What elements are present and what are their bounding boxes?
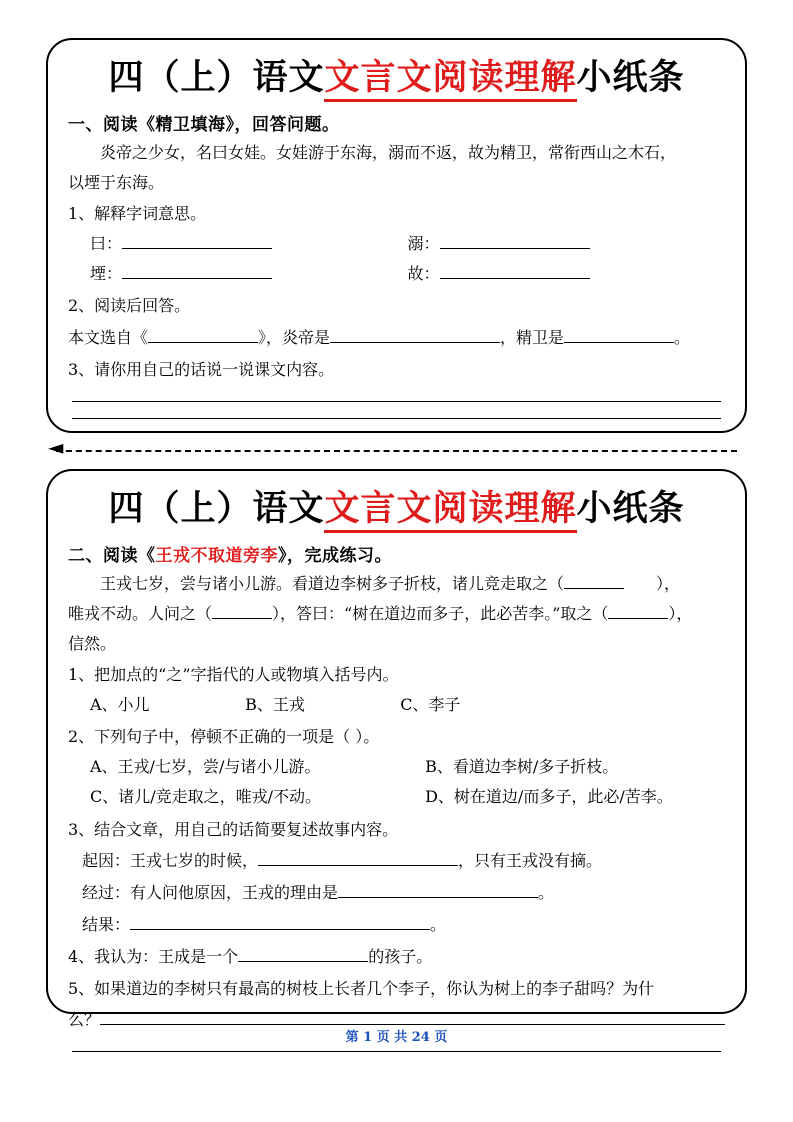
q3-after-cause: ，只有王戎没有摘。 [458, 851, 603, 871]
section1-question-1: 1、解释字词意思。 [68, 203, 207, 223]
word-label-4: 故： [407, 263, 440, 283]
section2-q3-row-cause [68, 847, 725, 876]
q3-input-cause[interactable] [258, 848, 458, 867]
q1-option-c[interactable]: C、李子 [400, 694, 461, 714]
passage-blank-3[interactable] [608, 600, 668, 619]
section2-q2-options-row2 [68, 782, 725, 812]
q3-label-process: 经过： [82, 883, 131, 903]
section1-word-row-1 [68, 229, 725, 259]
word-blank-1 [90, 229, 408, 259]
q3-before-process: 有人问他原因，王戎的理由是 [130, 883, 339, 903]
section1-question-2: 2、阅读后回答。 [68, 296, 191, 316]
q4-text-a: 4、我认为：王成是一个 [68, 946, 239, 966]
q3-before-cause: 王戎七岁的时候， [130, 851, 259, 871]
section2-heading-title: 王戎不取道旁李 [155, 545, 278, 566]
q2-option-b[interactable]: B、看道边李树/多子折枝。 [425, 756, 619, 776]
footer-text: 第 1 页 共 24 页 [345, 1030, 448, 1045]
section2-question-5-line1: 5、如果道边的李树只有最高的树枝上长者几个李子，你认为树上的李子甜吗？为什 [68, 978, 655, 998]
word-input-3[interactable] [122, 260, 272, 279]
q2-input-yandi[interactable] [330, 325, 500, 344]
passage-blank-2[interactable] [212, 600, 272, 619]
title-part-plain-2: 小纸条 [576, 57, 685, 98]
cut-divider [46, 433, 747, 469]
q2-text-a: 本文选自《 [68, 328, 149, 348]
section1-question-3: 3、请你用自己的话说一说课文内容。 [68, 359, 335, 379]
q1-option-b[interactable]: B、王戎 [245, 694, 305, 714]
q2-text-b: 》，炎帝是 [258, 328, 331, 348]
section1-heading: 一、阅读《精卫填海》，回答问题。 [68, 114, 340, 135]
q4-text-b: 的孩子。 [368, 946, 433, 966]
word-label-3: 堙： [90, 263, 123, 283]
exercise-card-1 [46, 38, 747, 433]
q3-input-result[interactable] [130, 911, 430, 930]
section1-passage-line2: 以堙于东海。 [68, 172, 165, 192]
title2-part-red: 文言文阅读理解 [324, 488, 576, 533]
section2-heading-a: 二、阅读《 [68, 545, 156, 566]
word-label-2: 溺： [407, 233, 440, 253]
section1-word-row-2 [68, 259, 725, 289]
section2-question-5-line2 [68, 1006, 725, 1035]
q2-option-d[interactable]: D、树在道边/而多子，此必/苦李。 [425, 787, 673, 807]
q2-text-c: ，精卫是 [500, 328, 565, 348]
title2-part-plain-1: 四（上）语文 [108, 488, 325, 529]
word-label-1: 曰： [90, 233, 123, 253]
passage-l2-c: ）， [668, 603, 693, 623]
scissors-icon: ◄ [48, 435, 64, 459]
section2-passage-line1 [68, 570, 725, 598]
passage-l2-b: ），答曰：“树在道边而多子，此必苦李。”取之（ [272, 603, 609, 623]
q1-option-a[interactable]: A、小儿 [90, 694, 150, 714]
word-blank-3 [90, 259, 408, 289]
passage-l1-b: ）， [656, 573, 681, 593]
section2-heading-b: 》，完成练习。 [278, 545, 392, 566]
q3-input-process[interactable] [338, 880, 538, 899]
dashed-cut-line [56, 450, 737, 452]
section1-q2-answer-row [68, 324, 725, 353]
q2-option-a[interactable]: A、王戎/七岁，尝/与诸小儿游。 [90, 756, 321, 776]
section2-q2-options-row1 [68, 752, 725, 782]
passage-blank-1[interactable] [564, 570, 624, 589]
section2-question-4 [68, 943, 725, 972]
word-input-1[interactable] [122, 230, 272, 249]
q5-input-line1[interactable] [100, 1007, 725, 1026]
word-input-4[interactable] [440, 260, 590, 279]
q2-option-c[interactable]: C、诸儿/竞走取之，唯戎/不动。 [90, 787, 322, 807]
q2-text-d: 。 [674, 328, 691, 348]
section1-passage-line1: 炎帝之少女，名曰女娃。女娃游于东海，溺而不返，故为精卫，常衔西山之木石， [100, 142, 677, 162]
q3-label-cause: 起因： [82, 851, 131, 871]
section2-question-1: 1、把加点的“之”字指代的人或物填入括号内。 [68, 664, 399, 684]
section1-answer-line-1[interactable] [72, 401, 721, 402]
word-blank-2 [408, 229, 726, 259]
q2-input-jingwei[interactable] [564, 325, 674, 344]
page-title-2 [68, 487, 725, 531]
title2-part-plain-2: 小纸条 [576, 488, 685, 529]
q3-label-result: 结果： [82, 914, 131, 934]
word-input-2[interactable] [440, 230, 590, 249]
section1-answer-line-2[interactable] [72, 418, 721, 419]
q2-input-source[interactable] [148, 325, 258, 344]
q3-after-process: 。 [538, 883, 555, 903]
q5-text-l2: 么？ [68, 1010, 101, 1030]
section2-heading [68, 541, 725, 566]
section2-passage-line3: 信然。 [68, 633, 117, 653]
passage-l2-a: 唯戎不动。人问之（ [68, 603, 213, 623]
exercise-card-2 [46, 469, 747, 1030]
page-title-1 [68, 56, 725, 100]
section2-question-3: 3、结合文章，用自己的话简要复述故事内容。 [68, 819, 399, 839]
section2-q3-row-process [68, 879, 725, 908]
q3-after-result: 。 [430, 914, 447, 934]
section2-q3-row-result [68, 911, 725, 940]
section2-question-2: 2、下列句子中，停顿不正确的一项是（ ）。 [68, 726, 380, 746]
q4-input[interactable] [238, 943, 368, 962]
word-blank-4 [408, 259, 726, 289]
section2-passage-line2 [68, 600, 725, 628]
q5-input-line2[interactable] [72, 1051, 721, 1052]
passage-l1-a: 王戎七岁，尝与诸小儿游。看道边李树多子折枝，诸儿竞走取之（ [100, 573, 565, 593]
title-part-plain-1: 四（上）语文 [108, 57, 325, 98]
section2-q1-options [68, 690, 725, 720]
title-part-red-1: 文言文阅读理解 [324, 57, 576, 102]
